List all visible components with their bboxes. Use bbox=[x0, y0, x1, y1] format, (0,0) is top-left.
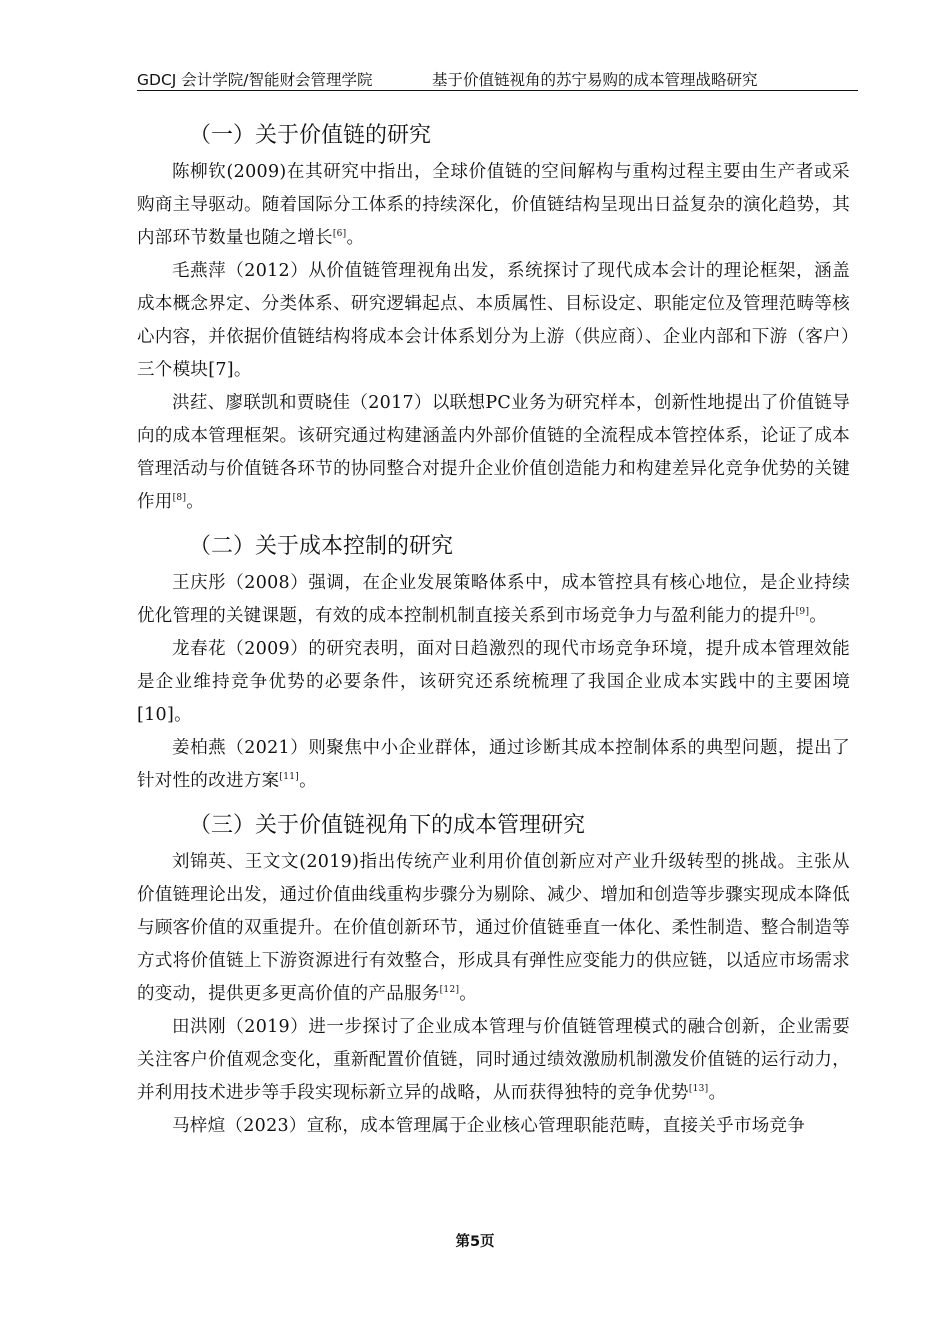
citation: [13] bbox=[688, 1084, 709, 1094]
paragraph: 龙春花（2009）的研究表明，面对日趋激烈的现代市场竞争环境，提升成本管理效能是企业维持竞争优势的必要条件，该研究还系统梳理了我国企业成本实践中的主要困境[10]。 bbox=[137, 639, 850, 725]
paragraph: 刘锦英、王文文(2019)指出传统产业利用价值创新应对产业升级转型的挑战。主张从价值链理论出发，通过价值曲线重构步骤分为剔除、减少、增加和创造等步骤实现成本降低与顾客价值的双重提升。在价值创新环节，通过价值链垂直一体化、柔性制造、整合制造等方式将价值链上下游资源进行有效整合，形成具有弹性应变能力的供应链，以适应市场需求的变动，提供更多更高价值的产品服务[12]。 bbox=[137, 852, 850, 1004]
citation: [6] bbox=[332, 229, 347, 239]
header-institution: GDCJ 会计学院/智能财会管理学院 bbox=[137, 71, 373, 89]
section-heading-value-chain: （一）关于价值链的研究 bbox=[189, 123, 432, 148]
citation: [12] bbox=[439, 985, 460, 995]
citation: [9] bbox=[795, 607, 810, 617]
citation: [8] bbox=[172, 493, 187, 503]
page-number: 第5页 bbox=[455, 1234, 495, 1250]
paragraph: 毛燕萍（2012）从价值链管理视角出发，系统探讨了现代成本会计的理论框架，涵盖成本概念界定、分类体系、研究逻辑起点、本质属性、目标设定、职能定位及管理范畴等核心内容，并依据价值链结构将成本会计体系划分为上游（供应商）、企业内部和下游（客户）三个模块[7]。 bbox=[137, 261, 850, 380]
paragraph: 姜柏燕（2021）则聚焦中小企业群体，通过诊断其成本控制体系的典型问题，提出了针对性的改进方案[11]。 bbox=[137, 738, 850, 791]
paragraph: 王庆彤（2008）强调，在企业发展策略体系中，成本管控具有核心地位，是企业持续优化管理的关键课题，有效的成本控制机制直接关系到市场竞争力与盈利能力的提升[9]。 bbox=[137, 573, 850, 626]
citation: [11] bbox=[279, 772, 300, 782]
page-header bbox=[137, 66, 858, 91]
header-thesis-title: 基于价值链视角的苏宁易购的成本管理战略研究 bbox=[432, 71, 758, 89]
paragraph: 田洪刚（2019）进一步探讨了企业成本管理与价值链管理模式的融合创新，企业需要关注客户价值观念变化，重新配置价值链，同时通过绩效激励机制激发价值链的运行动力，并利用技术进步等手段实现标新立异的战略，从而获得独特的竞争优势[13]。 bbox=[137, 1017, 850, 1103]
paragraph: 马梓煊（2023）宣称，成本管理属于企业核心管理职能范畴，直接关乎市场竞争 bbox=[172, 1116, 806, 1136]
paragraph: 洪荭、廖联凯和贾晓佳（2017）以联想PC业务为研究样本，创新性地提出了价值链导向的成本管理框架。该研究通过构建涵盖内外部价值链的全流程成本管控体系，论证了成本管理活动与价值链各环节的协同整合对提升企业价值创造能力和构建差异化竞争优势的关键作用[8]。 bbox=[137, 393, 850, 512]
page-body bbox=[137, 116, 850, 1143]
section-heading-value-chain-cost-management: （三）关于价值链视角下的成本管理研究 bbox=[189, 813, 586, 838]
section-heading-cost-control: （二）关于成本控制的研究 bbox=[189, 534, 454, 559]
paragraph: 陈柳钦(2009)在其研究中指出，全球价值链的空间解构与重构过程主要由生产者或采购商主导驱动。随着国际分工体系的持续深化，价值链结构呈现出日益复杂的演化趋势，其内部环节数量也随之增长[6]。 bbox=[137, 162, 850, 248]
